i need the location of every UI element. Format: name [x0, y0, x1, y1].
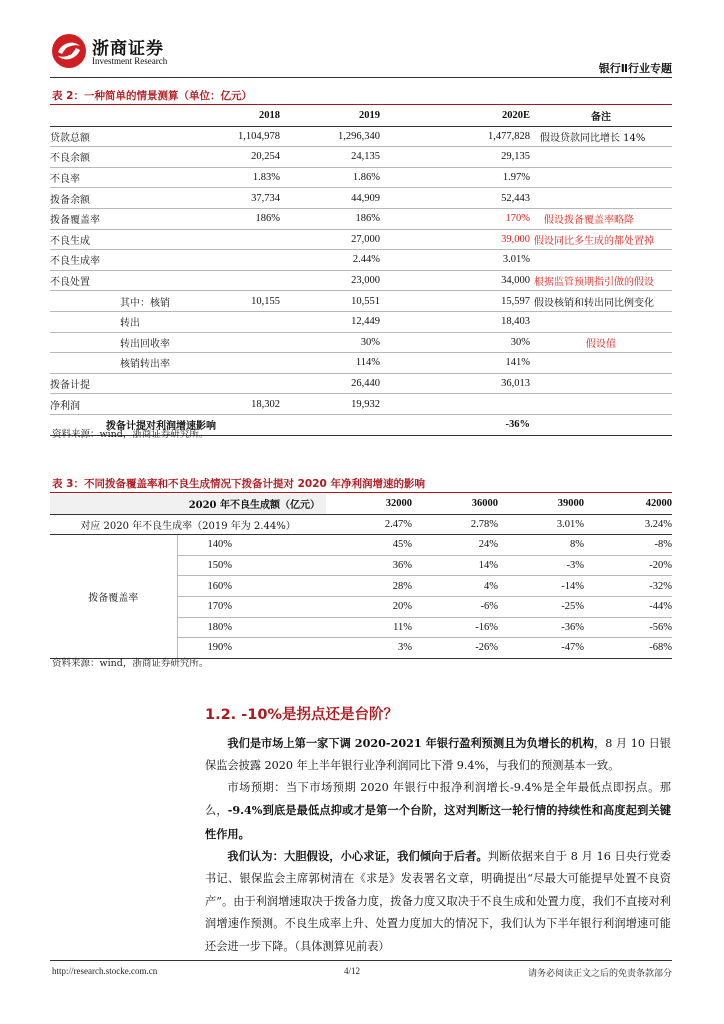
- header-divider: [50, 77, 672, 78]
- table3-col: 39000: [498, 494, 584, 514]
- cell: 20,254: [170, 147, 280, 168]
- cell: 52,443: [380, 188, 530, 209]
- table-row: [50, 353, 672, 374]
- cell: 18,302: [170, 394, 280, 415]
- cell: -20%: [584, 555, 672, 576]
- note-cell: 根据监管预期指引做的假设: [530, 270, 672, 291]
- cell: -36%: [498, 617, 584, 638]
- p1-rest: ，8 月 10 日银保监会披露 2020 年上半年银行业净利润同比下滑 9.4%，与我们的预测基本一致。: [205, 737, 671, 773]
- cell: 36,013: [380, 373, 530, 394]
- cell: 170%: [380, 208, 530, 229]
- coverage-cell: 150%: [177, 555, 326, 576]
- p3-rest: 判断依据来自于 8 月 16 日央行党委书记、银保监会主席郭树清在《求是》发表署名文章，明确提出“尽最大可能提早处置不良资产”。由于利润增速取决于拨备力度，拨备力度又取决于不良生成和处置力度，我们不直接对利润增速作预测。不良生成率上升、处置力度加大的情况下，我们认为下半年银行利润增速可能还会进一步下降。（具体测算见前表）: [205, 850, 671, 953]
- table-row: [50, 394, 672, 415]
- row-label: 其中：核销: [50, 291, 170, 312]
- row-label: 贷款总额: [50, 126, 170, 147]
- table2-col-note: 备注: [530, 106, 672, 126]
- row-label: 转出: [50, 311, 170, 332]
- cell: 20%: [326, 596, 412, 617]
- logo-mark-icon: [50, 32, 88, 70]
- cell: -56%: [584, 617, 672, 638]
- footer-divider: [50, 960, 672, 961]
- cell: [170, 332, 280, 353]
- coverage-cell: 180%: [177, 617, 326, 638]
- note-cell: [530, 250, 672, 271]
- table3-head-label: 2020 年不良生成额（亿元）: [50, 494, 326, 514]
- table-row: [50, 291, 672, 312]
- cell: 2.44%: [280, 250, 380, 271]
- cell: 19,932: [280, 394, 380, 415]
- cell: -14%: [498, 576, 584, 597]
- cell: -25%: [498, 596, 584, 617]
- table-row: [50, 270, 672, 291]
- row-label: 核销转出率: [50, 353, 170, 374]
- cell: 2.78%: [412, 514, 498, 535]
- table3-col: 32000: [326, 494, 412, 514]
- note-cell: [530, 373, 672, 394]
- cell: 18,403: [380, 311, 530, 332]
- cell: -6%: [412, 596, 498, 617]
- note-cell: 假设同比多生成的都处置掉: [530, 229, 672, 250]
- cell: -44%: [584, 596, 672, 617]
- cell: [380, 394, 530, 415]
- row-label: 不良余额: [50, 147, 170, 168]
- cell: 186%: [170, 208, 280, 229]
- table-row: [50, 208, 672, 229]
- cell: 23,000: [280, 270, 380, 291]
- cell: -68%: [584, 638, 672, 659]
- cell: 39,000: [380, 229, 530, 250]
- cell: 14%: [412, 555, 498, 576]
- table2-col-2020e: 2020E: [380, 106, 530, 126]
- cell: -32%: [584, 576, 672, 597]
- cell: 1,296,340: [280, 126, 380, 147]
- table-row: [50, 167, 672, 188]
- row-label: 净利润: [50, 394, 170, 415]
- table3-col: 36000: [412, 494, 498, 514]
- cell: 114%: [280, 353, 380, 374]
- p1-bold: 我们是市场上第一家下调 2020-2021 年银行盈利预测且为负增长的机构: [227, 736, 594, 750]
- table2-col-2019: 2019: [280, 106, 380, 126]
- cell: 11%: [326, 617, 412, 638]
- table-row: [50, 126, 672, 147]
- table-row: [50, 229, 672, 250]
- cell: 28%: [326, 576, 412, 597]
- cell: 2.47%: [326, 514, 412, 535]
- cell: 8%: [498, 535, 584, 556]
- cell: 1.86%: [280, 167, 380, 188]
- table2-top-rule: [50, 104, 672, 105]
- report-category: 银行Ⅱ行业专题: [598, 62, 672, 75]
- cell: 30%: [380, 332, 530, 353]
- cell: [170, 311, 280, 332]
- cell: -16%: [412, 617, 498, 638]
- table2-col-2018: 2018: [170, 106, 280, 126]
- table3-group-label: 拨备覆盖率: [50, 535, 177, 659]
- cell: 1,104,978: [170, 126, 280, 147]
- note-cell: [530, 147, 672, 168]
- cell: 3.01%: [380, 250, 530, 271]
- cell: [170, 250, 280, 271]
- table3-source: 资料来源：wind，浙商证券研究所。: [52, 658, 209, 669]
- logo-en-text: Investment Research: [92, 56, 168, 66]
- cell: 26,440: [280, 373, 380, 394]
- cell: [170, 229, 280, 250]
- p3-bold: 我们认为：大胆假设，小心求证，我们倾向于后者。: [227, 849, 488, 863]
- row-label: 拨备覆盖率: [50, 208, 170, 229]
- cell: [170, 373, 280, 394]
- logo-cn-text: 浙商证券: [92, 39, 164, 59]
- table-row: [50, 250, 672, 271]
- cell: 1.83%: [170, 167, 280, 188]
- note-cell: [530, 167, 672, 188]
- p2-a: 市场预期：当下市场预期 2020 年银行中报净利润增长-9.4%是全年最低点即拐点。那么，: [205, 781, 671, 818]
- paragraph-1: [205, 732, 671, 778]
- cell: 1,477,828: [380, 126, 530, 147]
- table3: [50, 494, 672, 659]
- table-row: [50, 514, 672, 535]
- table2-header-row: [50, 106, 672, 126]
- paragraph-2: [205, 777, 671, 846]
- table-row: [50, 535, 672, 556]
- table-row: [50, 332, 672, 353]
- cell: 30%: [280, 332, 380, 353]
- cell: 27,000: [280, 229, 380, 250]
- row-label: 不良生成率: [50, 250, 170, 271]
- cell: [170, 270, 280, 291]
- note-cell: [530, 353, 672, 374]
- coverage-cell: 140%: [177, 535, 326, 556]
- table-row: [50, 147, 672, 168]
- company-logo: [50, 32, 170, 72]
- cell: 186%: [280, 208, 380, 229]
- footer-disclaimer: 请务必阅读正文之后的免责条款部分: [527, 969, 672, 979]
- coverage-cell: 160%: [177, 576, 326, 597]
- cell: [170, 353, 280, 374]
- note-cell: 假设值: [530, 332, 672, 353]
- p2-bold: -9.4%到底是最低点抑或才是第一个台阶，这对判断这一轮行情的持续性和高度起到关键性作用。: [205, 803, 671, 841]
- note-cell: 假设贷款同比增长 14%: [530, 126, 672, 147]
- table3-rate-label: 对应 2020 年不良生成率（2019 年为 2.44%）: [50, 514, 326, 535]
- table2: [50, 106, 672, 436]
- cell: 37,734: [170, 188, 280, 209]
- note-cell: [530, 188, 672, 209]
- cell: 141%: [380, 353, 530, 374]
- note-cell: [530, 394, 672, 415]
- coverage-cell: 170%: [177, 596, 326, 617]
- cell: 15,597: [380, 291, 530, 312]
- cell: -3%: [498, 555, 584, 576]
- cell: 44,909: [280, 188, 380, 209]
- cell: 45%: [326, 535, 412, 556]
- cell: 1.97%: [380, 167, 530, 188]
- cell: 34,000: [380, 270, 530, 291]
- row-label: 不良生成: [50, 229, 170, 250]
- cell: 12,449: [280, 311, 380, 332]
- note-cell: 假设拨备覆盖率略降: [530, 208, 672, 229]
- cell: [280, 414, 380, 435]
- row-label: 不良处置: [50, 270, 170, 291]
- table3-header-row: [50, 494, 672, 514]
- cell: 3.24%: [584, 514, 672, 535]
- row-label: 拨备计提对利润增速影响: [50, 414, 170, 435]
- cell: 3.01%: [498, 514, 584, 535]
- cell: -26%: [412, 638, 498, 659]
- cell: 24,135: [280, 147, 380, 168]
- table2-source: 资料来源：wind，浙商证券研究所。: [52, 429, 209, 440]
- cell: 24%: [412, 535, 498, 556]
- table3-caption: 表 3：不同拨备覆盖率和不良生成情况下拨备计提对 2020 年净利润增速的影响: [52, 478, 425, 490]
- note-cell: [530, 414, 672, 435]
- cell: -36%: [380, 414, 530, 435]
- table3-top-rule: [50, 492, 672, 493]
- cell: 10,551: [280, 291, 380, 312]
- table-row: [50, 373, 672, 394]
- row-label: 拨备计提: [50, 373, 170, 394]
- table-row: [50, 311, 672, 332]
- row-label: 不良率: [50, 167, 170, 188]
- coverage-cell: 190%: [177, 638, 326, 659]
- cell: 3%: [326, 638, 412, 659]
- note-cell: 假设核销和转出同比例变化: [530, 291, 672, 312]
- table3-col: 42000: [584, 494, 672, 514]
- note-cell: [530, 311, 672, 332]
- row-label: 转出回收率: [50, 332, 170, 353]
- cell: 4%: [412, 576, 498, 597]
- cell: -8%: [584, 535, 672, 556]
- cell: 36%: [326, 555, 412, 576]
- cell: 10,155: [170, 291, 280, 312]
- cell: -47%: [498, 638, 584, 659]
- page-number: 4/12: [344, 966, 361, 976]
- table-row: [50, 188, 672, 209]
- cell: 29,135: [380, 147, 530, 168]
- footer-url[interactable]: http://research.stocke.com.cn: [52, 966, 158, 976]
- section-heading: 1.2. -10%是拐点还是台阶？: [205, 707, 398, 723]
- row-label: 拨备余额: [50, 188, 170, 209]
- paragraph-3: [205, 845, 671, 958]
- table2-caption: 表 2：一种简单的情景测算（单位：亿元）: [52, 90, 252, 102]
